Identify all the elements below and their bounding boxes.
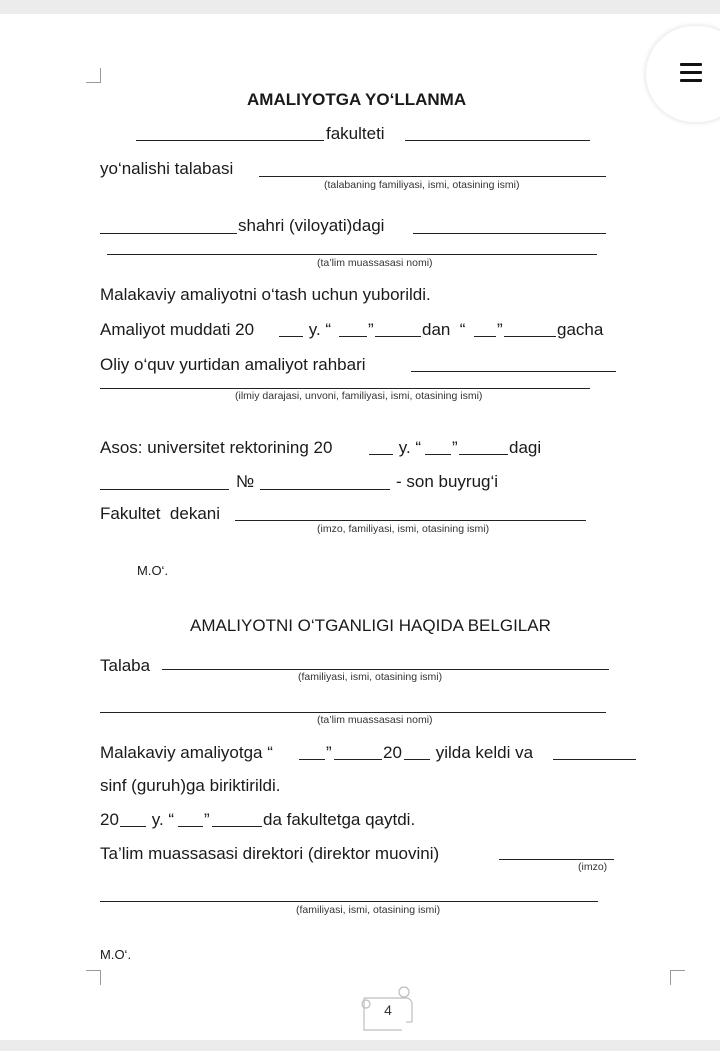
fill-line	[425, 454, 451, 455]
basis-y: y. “	[394, 438, 422, 457]
caption-talaba: (familiyasi, ismi, otasining ismi)	[298, 671, 443, 683]
return-quote: ”	[204, 810, 210, 829]
fill-line	[212, 826, 262, 827]
page-number: 4	[384, 1002, 392, 1018]
fill-line	[178, 826, 203, 827]
class-text: sinf (guruh)ga biriktirildi.	[100, 776, 281, 795]
fill-line	[413, 233, 606, 234]
fill-line	[459, 454, 508, 455]
duration-quote-2: ”	[497, 320, 503, 339]
arrived-20: 20	[383, 743, 402, 762]
fill-line	[162, 669, 609, 670]
fill-line	[136, 140, 324, 141]
stamp-place-2: M.O‘.	[100, 947, 132, 962]
fill-line	[404, 759, 430, 760]
dean-label: Fakultet dekani	[100, 504, 221, 523]
duration-y: y. “	[304, 320, 332, 339]
fill-line	[339, 336, 367, 337]
corner-mark-bottom-right	[670, 970, 685, 985]
order-suffix: - son buyrug‘i	[396, 472, 499, 491]
fill-line	[120, 826, 146, 827]
caption-institution-2: (ta’lim muassasasi nomi)	[317, 714, 433, 726]
basis-prefix: Asos: universitet rektorining 20	[100, 438, 333, 457]
return-20: 20	[100, 810, 119, 829]
caption-signature: (imzo)	[578, 861, 608, 873]
fill-line	[100, 388, 590, 389]
corner-mark-top-left	[86, 68, 101, 83]
supervisor-label: Oliy o‘quv yurtidan amaliyot rahbari	[100, 355, 366, 374]
fill-line	[100, 712, 606, 713]
duration-gacha: gacha	[557, 320, 604, 339]
duration-dan: dan “	[422, 320, 466, 339]
caption-supervisor: (ilmiy darajasi, unvoni, familiyasi, ismi, otasining ismi)	[235, 390, 483, 402]
fill-line	[474, 336, 496, 337]
fill-line	[369, 454, 393, 455]
city-region-label: shahri (viloyati)dagi	[238, 216, 385, 235]
arrived-prefix: Malakaviy amaliyotga “	[100, 743, 273, 762]
duration-prefix: Amaliyot muddati 20	[100, 320, 255, 339]
order-number-sign: №	[236, 472, 255, 491]
direction-student-label: yo‘nalishi talabasi	[100, 159, 234, 178]
caption-dean: (imzo, familiyasi, ismi, otasining ismi)	[317, 523, 490, 535]
fill-line	[405, 140, 590, 141]
fill-line	[279, 336, 303, 337]
sent-text: Malakaviy amaliyotni o‘tash uchun yuborildi.	[100, 285, 431, 304]
hamburger-menu-icon	[680, 63, 702, 83]
fill-line	[504, 336, 556, 337]
talaba-label: Talaba	[100, 656, 151, 675]
fill-line	[334, 759, 382, 760]
return-suffix: da fakultetga qaytdi.	[263, 810, 416, 829]
corner-mark-bottom-left	[86, 970, 101, 985]
document-title: AMALIYOTGA YO‘LLANMA	[247, 90, 467, 109]
fill-line	[100, 489, 229, 490]
stamp-place-1: M.O‘.	[137, 563, 169, 578]
fill-line	[499, 859, 614, 860]
basis-quote: ”	[452, 438, 458, 457]
document-page	[0, 14, 720, 1040]
fill-line	[100, 901, 598, 902]
fill-line	[235, 520, 586, 521]
section2-title: AMALIYOTNI O‘TGANLIGI HAQIDA BELGILAR	[190, 616, 551, 635]
fill-line	[553, 759, 636, 760]
return-y: y. “	[147, 810, 175, 829]
arrived-quote: ”	[326, 743, 332, 762]
page-number-badge	[358, 984, 410, 1032]
fill-line	[100, 233, 237, 234]
basis-dagi: dagi	[509, 438, 542, 457]
arrived-suffix: yilda keldi va	[431, 743, 534, 762]
fill-line	[375, 336, 421, 337]
caption-institution: (ta’lim muassasasi nomi)	[317, 257, 433, 269]
caption-director: (familiyasi, ismi, otasining ismi)	[296, 904, 441, 916]
director-label: Ta’lim muassasasi direktori (direktor muovini)	[100, 844, 440, 863]
fill-line	[411, 371, 616, 372]
caption-student: (talabaning familiyasi, ismi, otasining ismi)	[324, 179, 520, 191]
fill-line	[107, 254, 597, 255]
fakulteti-label: fakulteti	[326, 124, 385, 143]
fill-line	[260, 489, 390, 490]
fill-line	[259, 176, 606, 177]
duration-quote: ”	[368, 320, 374, 339]
fill-line	[299, 759, 325, 760]
